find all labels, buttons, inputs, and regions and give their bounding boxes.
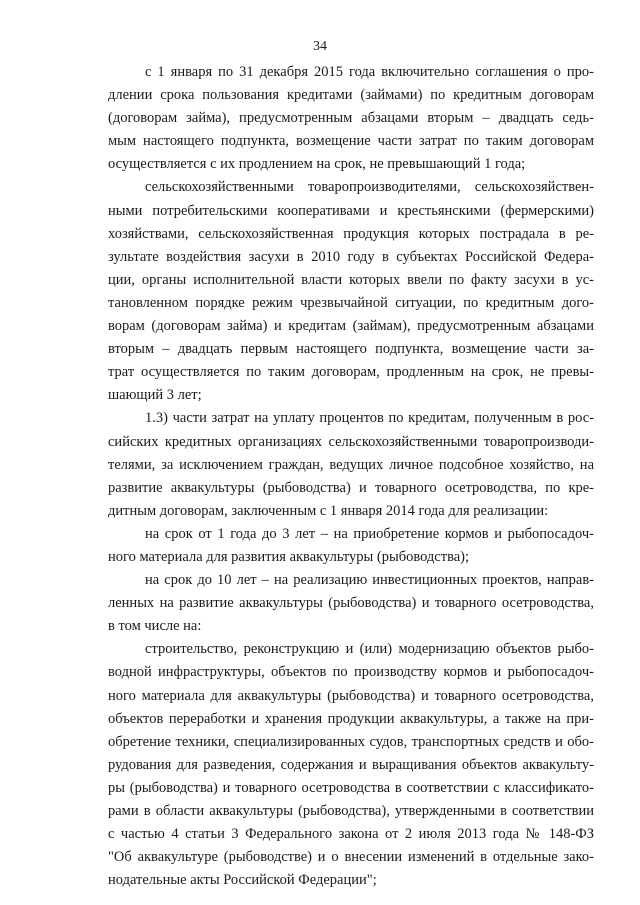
page-number: 34 — [313, 39, 327, 54]
text-line: ного материала для аквакультуры (рыбоводства) и товарного осетроводства, — [108, 687, 594, 704]
text-line: развитие аквакультуры (рыбоводства) и товарного осетроводства, по кре- — [108, 479, 594, 496]
text-line: шающий 3 лет; — [108, 387, 202, 404]
text-line: зультате воздействия засухи в 2010 году в субъектах Российской Федера- — [108, 248, 594, 265]
text-line: сийских кредитных организациях сельскохозяйственными товаропроизводи- — [108, 433, 594, 450]
text-line: ры (рыбоводства) и товарного осетроводства в соответствии с классификато- — [108, 779, 594, 796]
text-line: объектов переработки и хранения продукции аквакультуры, а также на при- — [108, 710, 594, 727]
text-line: рами в области аквакультуры (рыбоводства), утвержденными в соответствии — [108, 803, 594, 819]
text-line: мым настоящего подпункта, возмещение части затрат по таким договорам — [108, 133, 594, 150]
text-line: сельскохозяйственными товаропроизводителями, сельскохозяйствен- — [145, 179, 594, 196]
text-line: тановленном порядке режим чрезвычайной ситуации, по кредитным дого- — [108, 294, 594, 311]
text-line: на срок от 1 года до 3 лет – на приобретение кормов и рыбопосадоч- — [145, 525, 594, 542]
text-line: телями, за исключением граждан, ведущих личное подсобное хозяйство, на — [108, 456, 594, 473]
text-line: 1.3) части затрат на уплату процентов по кредитам, полученным в рос- — [145, 410, 594, 427]
text-line: (договорам займа), предусмотренным абзацами вторым – двадцать седь- — [108, 110, 594, 127]
text-line: строительство, реконструкцию и (или) модернизацию объектов рыбо- — [145, 641, 594, 658]
text-line: на срок до 10 лет – на реализацию инвестиционных проектов, направ- — [145, 572, 594, 589]
text-line: ции, органы исполнительной власти которых ввели по факту засухи в ус- — [108, 271, 594, 288]
text-line: ного материала для развития аквакультуры (рыбоводства); — [108, 548, 470, 565]
text-line: осуществляется с их продлением на срок, не превышающий 1 года; — [108, 156, 526, 173]
text-line: длении срока пользования кредитами (займами) по кредитным договорам — [108, 87, 594, 104]
text-line: обретение техники, специализированных судов, транспортных средств и обо- — [108, 733, 594, 750]
text-line: с 1 января по 31 декабря 2015 года включительно соглашения о про- — [145, 64, 594, 80]
text-line: водной инфраструктуры, объектов по производству кормов и рыбопосадоч- — [108, 664, 594, 681]
text-line: трат осуществляется по таким договорам, продленным на срок, не превы- — [108, 364, 594, 381]
text-line: ленных на развитие аквакультуры (рыбоводства) и товарного осетроводства, — [108, 595, 594, 612]
text-line: хозяйствами, сельскохозяйственная продукция которых пострадала в ре- — [108, 225, 594, 242]
text-line: дитным договорам, заключенным с 1 января 2014 года для реализации: — [108, 502, 549, 519]
text-line: с частью 4 статьи 3 Федерального закона от 2 июля 2013 года № 148-ФЗ — [108, 826, 594, 843]
text-line: в том числе на: — [108, 618, 202, 635]
text-line: "Об аквакультуре (рыбоводстве) и о внесении изменений в отдельные зако- — [108, 849, 594, 866]
text-line: ными потребительскими кооперативами и крестьянскими (фермерскими) — [108, 202, 594, 219]
text-line: рудования для разведения, содержания и выращивания объектов аквакульту- — [108, 756, 594, 773]
text-line: нодательные акты Российской Федерации"; — [108, 872, 377, 889]
text-line: вторым – двадцать первым настоящего подпункта, возмещение части за- — [108, 341, 594, 358]
body-text — [108, 61, 594, 892]
text-line: ворам (договорам займа) и кредитам (займам), предусмотренным абзацами — [108, 318, 594, 335]
